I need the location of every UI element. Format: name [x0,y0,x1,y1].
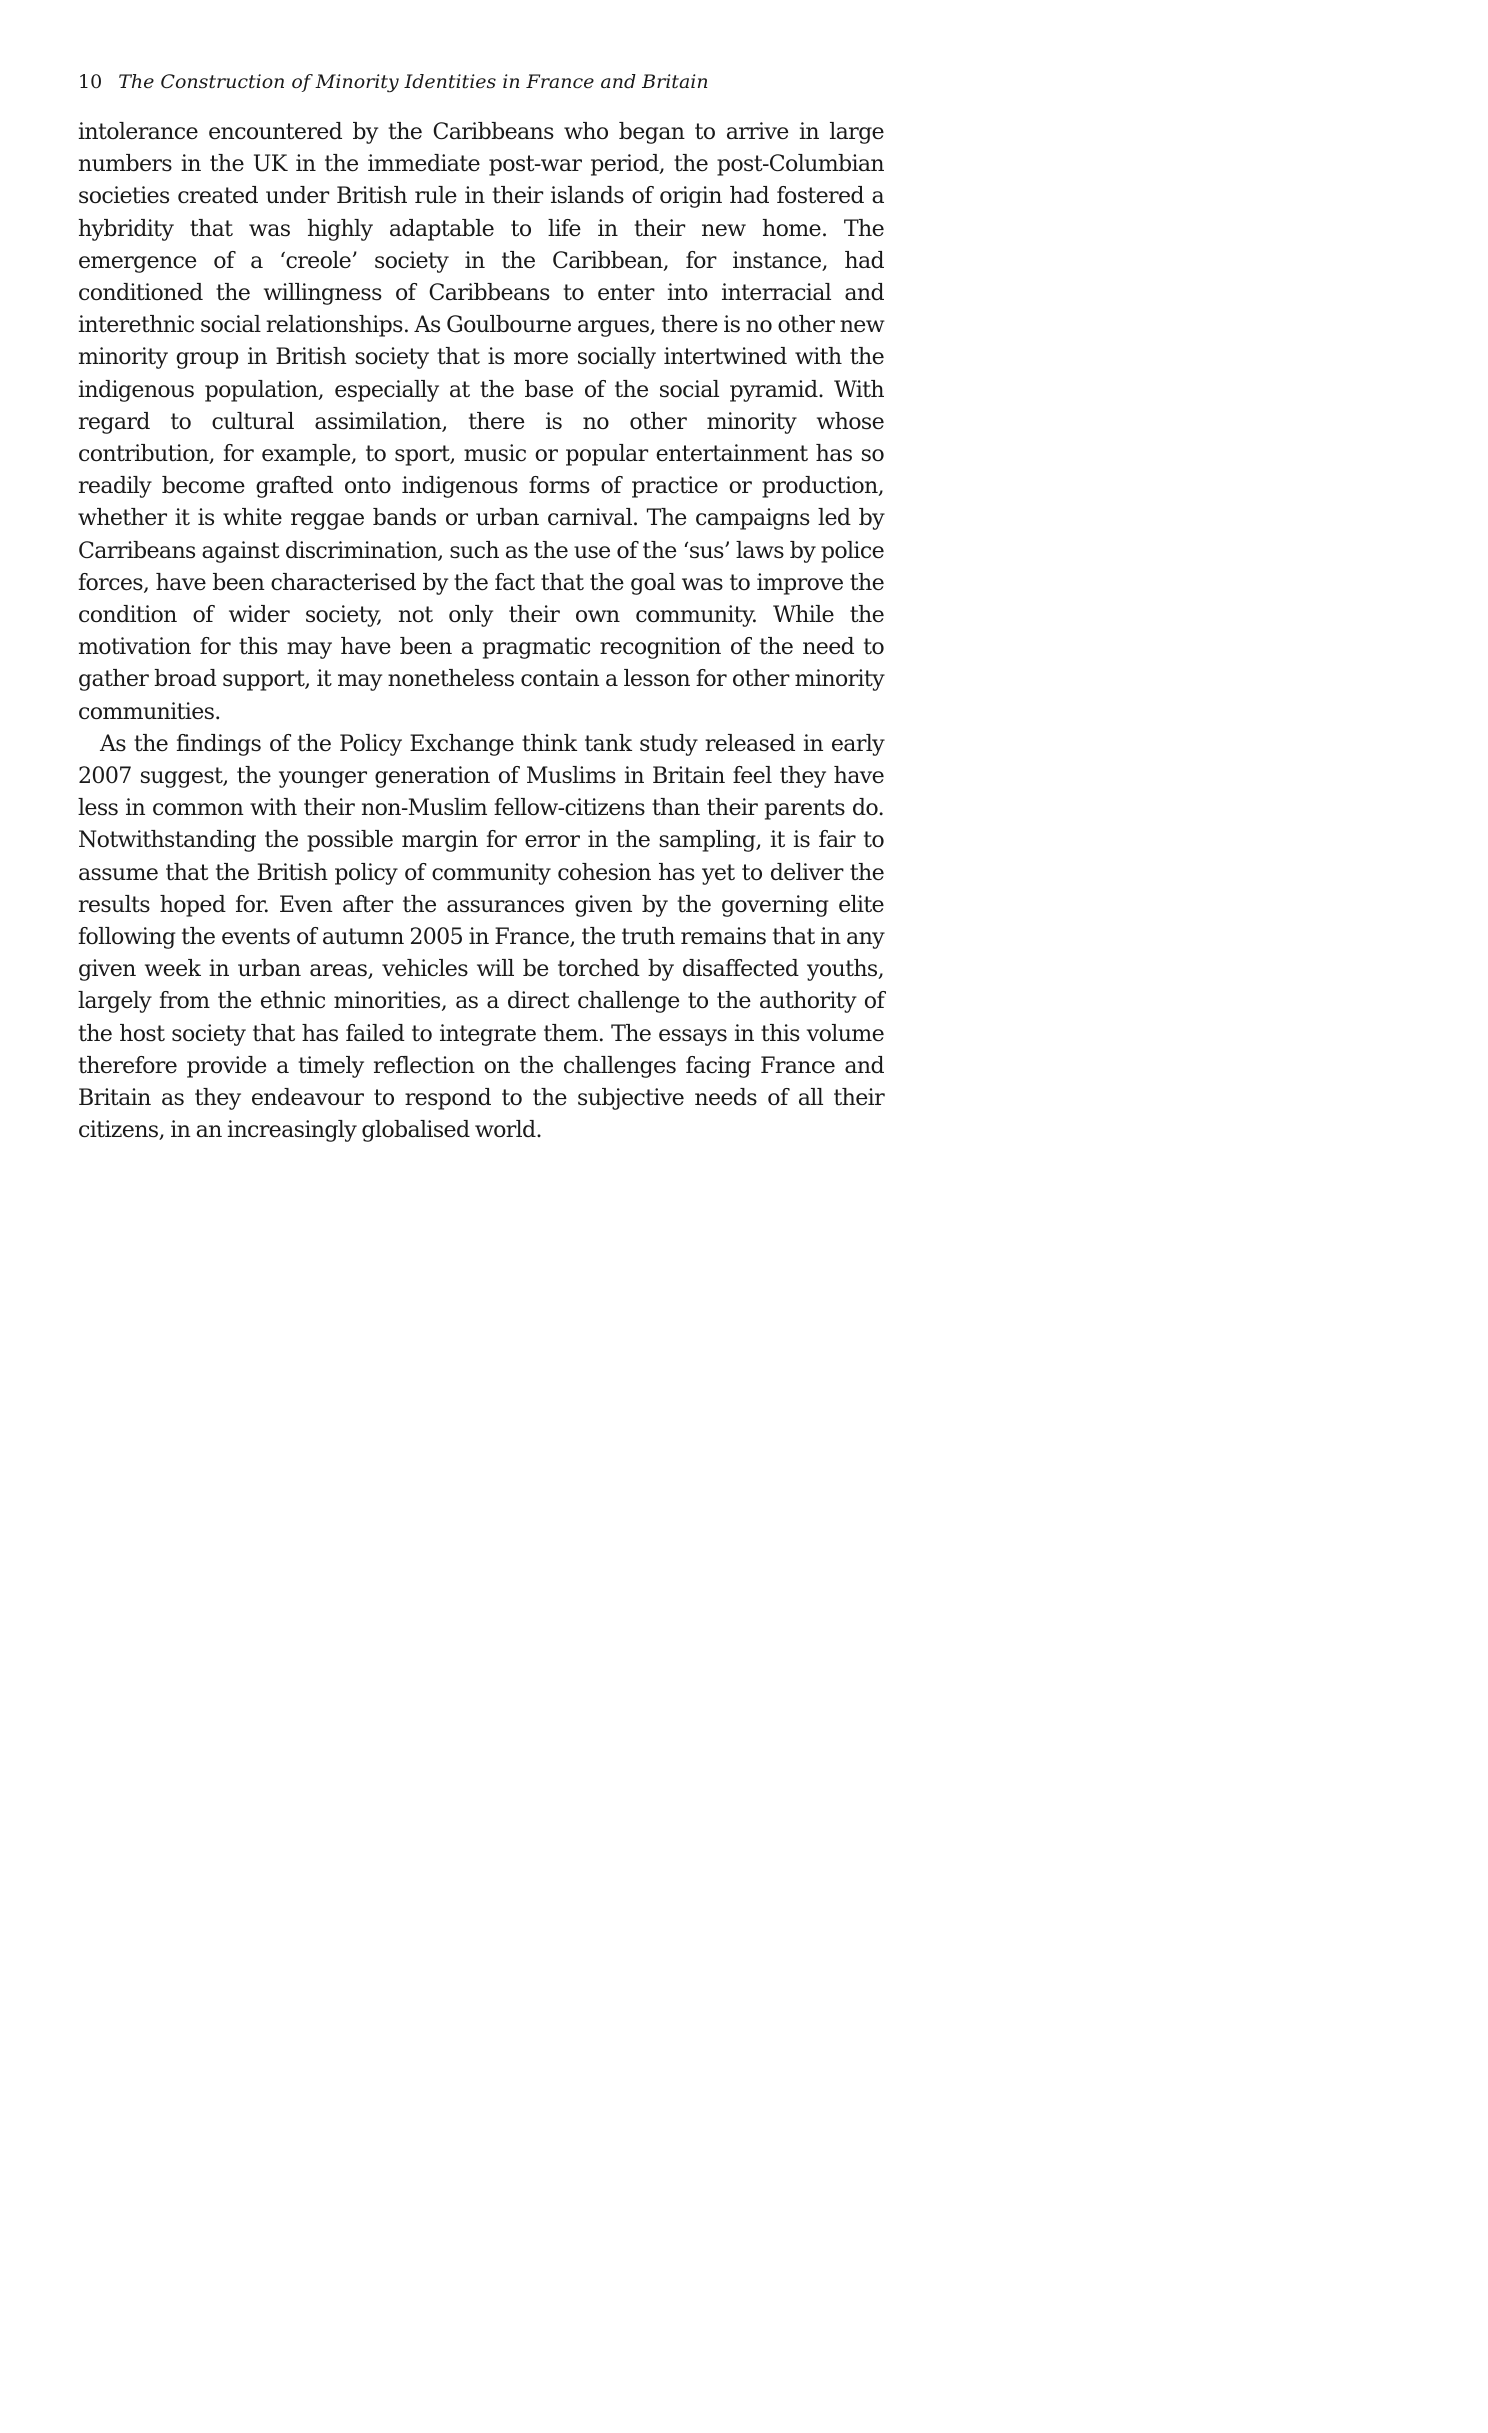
paragraph-policy-exchange: As the findings of the Policy Exchange think tank study released in early 2007 suggest, the younger generation of Muslims in Britain feel they have less in common with their non-Muslim fellow-citizens than their parents do. Notwithstanding the possible margin for error in the sampling, it is fair to assume that the British policy of community cohesion has yet to deliver the results hoped for. Even after the assurances given by the governing elite following the events of autumn 2005 in France, the truth remains that in any given week in urban areas, vehicles will be torched by disaffected youths, largely from the ethnic minorities, as a direct challenge to the authority of the host society that has failed to integrate them. The essays in this volume therefore provide a timely reflection on the challenges facing France and Britain as they endeavour to respond to the subjective needs of all their citizens, in an increasingly globalised world. [78,730,884,1144]
book-title: The Construction of Minority Identities in France and Britain [118,71,709,93]
book-page [78,70,884,1147]
page-number: 10 [78,71,103,93]
running-head [78,70,884,94]
body-text [78,116,884,1147]
paragraph-continued: intolerance encountered by the Caribbeans who began to arrive in large numbers in the UK in the immediate post-war period, the post-Columbian societies created under British rule in their islands of origin had fostered a hybridity that was highly adaptable to life in their new home. The emergence of a ‘creole’ society in the Caribbean, for instance, had conditioned the willingness of Caribbeans to enter into interracial and interethnic social relationships. As Goulbourne argues, there is no other new minority group in British society that is more socially intertwined with the indigenous population, especially at the base of the social pyramid. With regard to cultural assimilation, there is no other minority whose contribution, for example, to sport, music or popular entertainment has so readily become grafted onto indigenous forms of practice or production, whether it is white reggae bands or urban carnival. The campaigns led by Carribeans against discrimination, such as the use of the ‘sus’ laws by police forces, have been characterised by the fact that the goal was to improve the condition of wider society, not only their own community. While the motivation for this may have been a pragmatic recognition of the need to gather broad support, it may nonetheless contain a lesson for other minority communities. [78,119,884,725]
